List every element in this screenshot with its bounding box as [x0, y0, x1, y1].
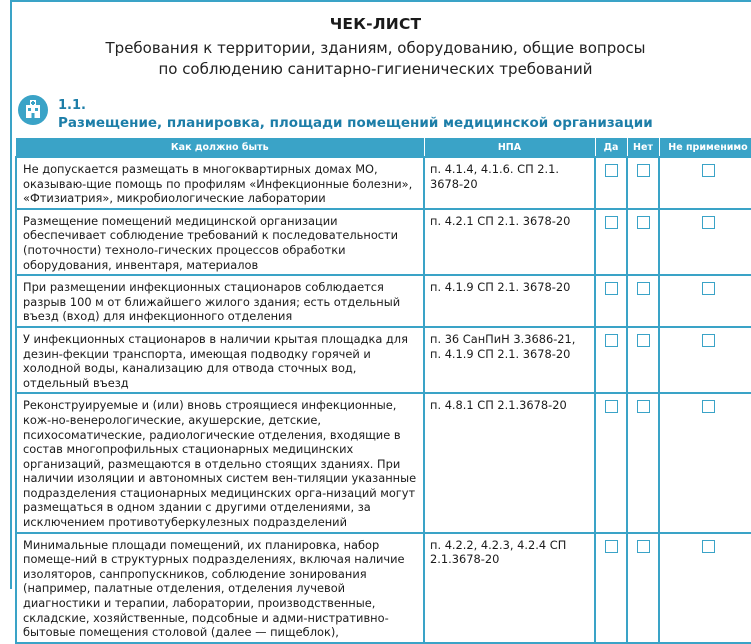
table-row	[16, 393, 751, 532]
not-applicable-checkbox[interactable]	[702, 164, 715, 177]
requirement-cell: У инфекционных стационаров в наличии крытая площадка для дезин-фекции транспорта, имеющая подводку горячей и холодной воды, канализацию для отвода сточных вод, отдельный въезд	[16, 327, 424, 393]
not-applicable-checkbox[interactable]	[702, 540, 715, 553]
table-header-row	[16, 138, 751, 157]
column-header-no: Нет	[627, 138, 659, 157]
no-checkbox[interactable]	[637, 282, 650, 295]
requirement-cell: Реконструируемые и (или) вновь строящиеся инфекционные, кож-но-венерологические, акушерские, детские, психосоматические, радиологические отделения, входящие в состав многопрофильных стационарных медицинских организаций, размещаются в отдельно стоящих зданиях. При наличии изоляции и автономных систем вен-тиляции указанные подразделения стационарных медицинских орга-низаций могут размещаться в одном здании с другими отделениями, за исключением противотуберкулезных подразделений	[16, 393, 424, 532]
not-applicable-checkbox[interactable]	[702, 400, 715, 413]
column-header-npa: НПА	[424, 138, 595, 157]
npa-cell: п. 36 СанПиН 3.3686-21, п. 4.1.9 СП 2.1. 3678-20	[424, 327, 595, 393]
table-row	[16, 327, 751, 393]
not-applicable-checkbox[interactable]	[702, 282, 715, 295]
table-row	[16, 275, 751, 327]
yes-checkbox[interactable]	[605, 216, 618, 229]
subtitle-line-1: Требования к территории, зданиям, оборудованию, общие вопросы	[105, 39, 646, 57]
not-applicable-checkbox[interactable]	[702, 334, 715, 347]
no-checkbox[interactable]	[637, 216, 650, 229]
table-row	[16, 209, 751, 275]
npa-cell: п. 4.2.1 СП 2.1. 3678-20	[424, 209, 595, 275]
table-row	[16, 157, 751, 209]
checklist-table	[15, 138, 751, 644]
no-checkbox[interactable]	[637, 540, 650, 553]
page-title: ЧЕК-ЛИСТ	[329, 15, 422, 33]
requirement-cell: Минимальные площади помещений, их планировка, набор помеще-ний в структурных подразделениях, включая наличие изоляторов, санпропускников, соблюдение зонирования (например, палатные отделения, отделения лучевой диагностики и терапии, лаборатории, производственные, складские, хозяйственные, подсобные и адми-нистративно-бытовые помещения столовой (далее — пищеблок),	[16, 533, 424, 643]
npa-cell: п. 4.1.9 СП 2.1. 3678-20	[424, 275, 595, 327]
requirement-cell: Размещение помещений медицинской организации обеспечивает соблюдение требований к последовательности (поточности) техноло-гических процессов обработки оборудования, инвентаря, материалов	[16, 209, 424, 275]
no-checkbox[interactable]	[637, 334, 650, 347]
column-header-requirement: Как должно быть	[16, 138, 424, 157]
npa-cell: п. 4.2.2, 4.2.3, 4.2.4 СП 2.1.3678-20	[424, 533, 595, 643]
hospital-icon	[17, 94, 49, 126]
not-applicable-checkbox[interactable]	[702, 216, 715, 229]
subtitle-line-2: по соблюдению санитарно-гигиенических требований	[158, 60, 593, 78]
page-subtitle	[0, 38, 751, 80]
yes-checkbox[interactable]	[605, 400, 618, 413]
no-checkbox[interactable]	[637, 400, 650, 413]
table-row	[16, 533, 751, 643]
section-number: 1.1.	[58, 98, 86, 113]
requirement-cell: Не допускается размещать в многоквартирных домах МО, оказываю-щие помощь по профилям «Инфекционные болезни», «Фтизиатрия», микробиологические лаборатории	[16, 157, 424, 209]
requirement-cell: При размещении инфекционных стационаров соблюдается разрыв 100 м от ближайшего жилого здания; есть отдельный въезд (вход) для инфекционного отделения	[16, 275, 424, 327]
yes-checkbox[interactable]	[605, 334, 618, 347]
npa-cell: п. 4.1.4, 4.1.6. СП 2.1. 3678-20	[424, 157, 595, 209]
npa-cell: п. 4.8.1 СП 2.1.3678-20	[424, 393, 595, 532]
yes-checkbox[interactable]	[605, 282, 618, 295]
section-title: Размещение, планировка, площади помещений медицинской организации	[58, 115, 653, 131]
yes-checkbox[interactable]	[605, 540, 618, 553]
no-checkbox[interactable]	[637, 164, 650, 177]
yes-checkbox[interactable]	[605, 164, 618, 177]
column-header-not-applicable: Не применимо	[659, 138, 751, 157]
checklist-table-wrap	[15, 138, 751, 644]
column-header-yes: Да	[595, 138, 627, 157]
